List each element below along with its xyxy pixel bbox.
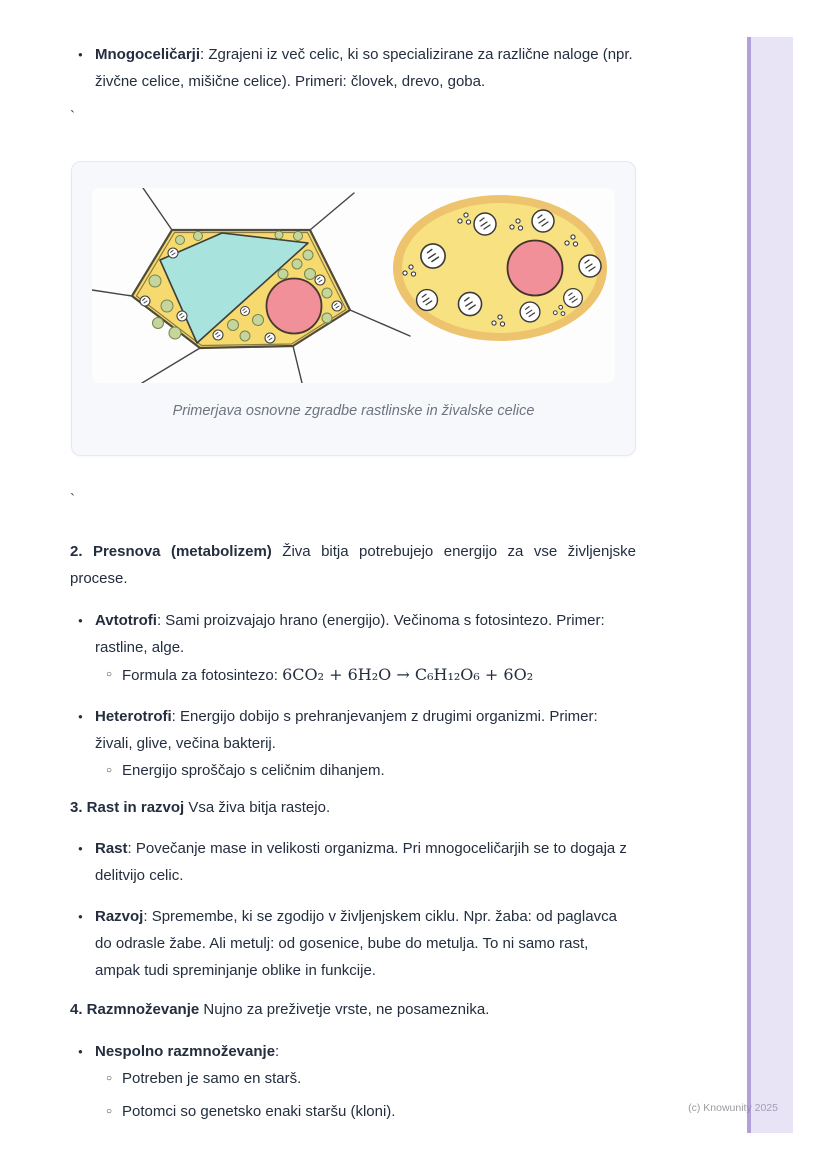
reproduction-list [70,1038,636,1125]
term-multicellular: Mnogoceličarji [95,46,201,63]
figure-caption: Primerjava osnovne zgradbe rastlinske in živalske celice [172,403,535,419]
term-heterotrophs: Heterotrofi [95,708,172,725]
autotrophs-sublist [95,661,636,689]
desc-heterotrophs: : Energijo dobijo s prehranjevanjem z drugimi organizmi. Primer: živali, glive, večina bakterij. [95,708,598,752]
figure-card [71,161,636,456]
term-razvoj: Razvoj [95,908,144,925]
list-item-clones: ○ Potomci so genetsko enaki staršu (kloni). [122,1098,636,1125]
stray-backtick-2: ` [70,491,75,508]
document-content [70,0,636,1125]
copyright-text: (c) Knowunity 2025 [688,1102,778,1114]
stray-backtick-1: ` [70,108,75,125]
growth-list [70,835,636,984]
heading-growth [70,794,636,821]
asexual-sublist [95,1065,636,1125]
list-item-multicellular [95,41,636,95]
term-asexual: Nespolno razmnoževanje [95,1043,276,1060]
photosynthesis-formula: 6CO₂ + 6H₂O → C₆H₁₂O₆ + 6O₂ [282,665,534,684]
desc-autotrophs: : Sami proizvajajo hrano (energijo). Večinoma s fotosintezo. Primer: rastline, alge. [95,612,605,656]
animal-cell [393,195,607,341]
list-item-razvoj [95,903,636,984]
heading-reproduction-bold: 4. Razmnoževanje [70,1001,200,1018]
desc-asexual: : [275,1043,280,1060]
heading-reproduction [70,996,636,1023]
list-item-heterotrophs [95,703,636,784]
term-rast: Rast [95,840,128,857]
cells-svg [92,188,615,383]
selection-highlight-bar [747,37,793,1133]
multicellular-list [70,41,636,95]
desc-razvoj: : Spremembe, ki se zgodijo v življenjskem ciklu. Npr. žaba: od paglavca do odrasle žabe. Ali metulj: od gosenice, bube do metulja. To ni samo rast, ampak tudi spreminjanje oblike in funkcije. [95,908,617,979]
heading-metabolism [70,538,636,592]
list-item-rast [95,835,636,889]
list-item-autotrophs [95,607,636,689]
heading-metabolism-text: Živa bitja potrebujejo energijo za vse življenjske procese. [70,543,637,587]
list-item-one-parent: ○ Potreben je samo en starš. [122,1065,636,1092]
heterotrophs-sublist [95,757,636,784]
list-item-asexual [95,1038,636,1125]
plant-cell [92,188,410,383]
heading-reproduction-text: Nujno za preživetje vrste, ne posameznika. [203,1001,490,1018]
heading-growth-bold: 3. Rast in razvoj [70,799,185,816]
formula-label: Formula za fotosintezo: [122,667,283,684]
heading-growth-text: Vsa živa bitja rastejo. [188,799,331,816]
desc-rast: : Povečanje mase in velikosti organizma. Pri mnogoceličarjih se to dogaja z delitvijo celic. [95,840,627,884]
cell-comparison-illustration [92,188,615,383]
desc-multicellular: : Zgrajeni iz več celic, ki so specializirane za različne naloge (npr. živčne celice, mišične celice). Primeri: človek, drevo, goba. [95,46,633,90]
heading-metabolism-bold: 2. Presnova (metabolizem) [70,543,272,560]
list-item-formula [122,661,636,689]
metabolism-list [70,607,636,784]
list-item-respiration: ○ Energijo sproščajo s celičnim dihanjem. [122,757,636,784]
term-autotrophs: Avtotrofi [95,612,157,629]
